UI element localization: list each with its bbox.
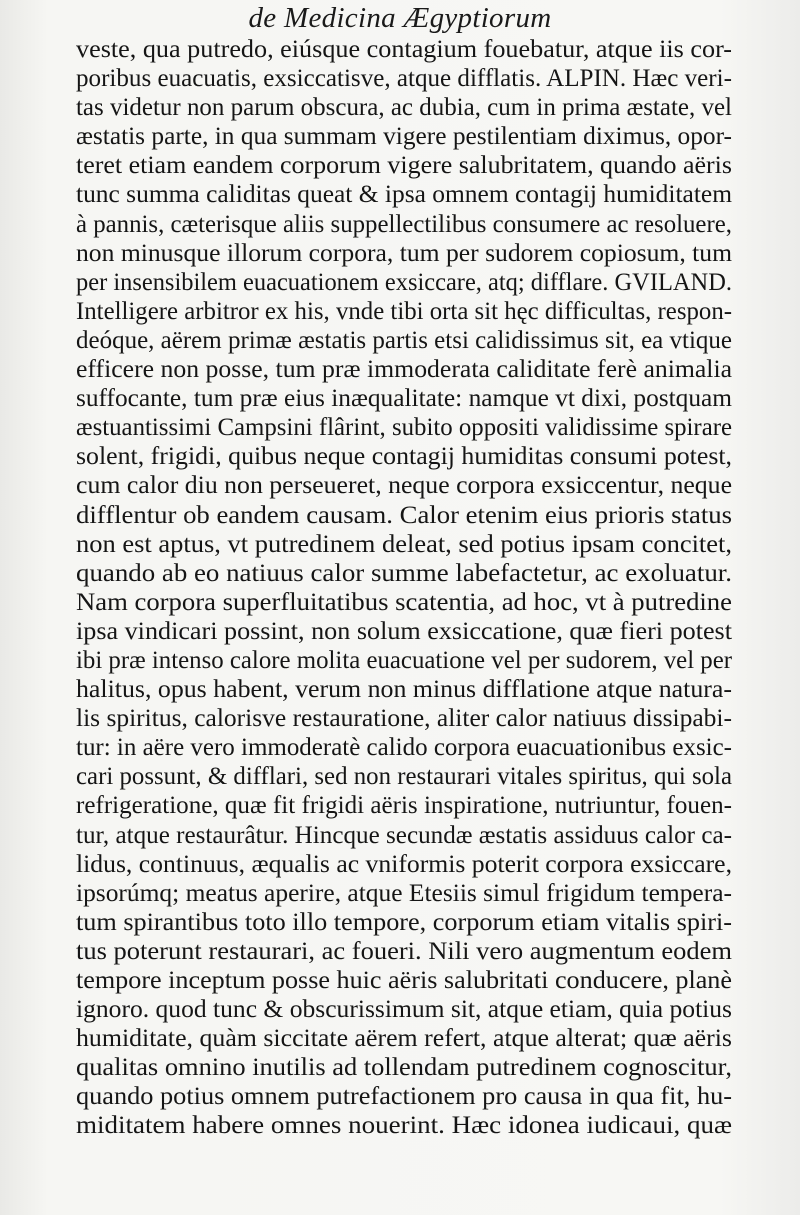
text-line: difflentur ob eandem causam. Calor etenim eius prioris status — [76, 499, 732, 529]
text-line: halitus, opus habent, verum non minus difflatione atque natura- — [76, 674, 732, 704]
text-line: poribus euacuatis, exsiccatisve, atque difflatis. ALPIN. Hæc veri- — [76, 63, 732, 93]
text-line: ipsorúmq; meatus aperire, atque Etesiis simul frigidum tempera- — [76, 877, 732, 907]
body-text — [76, 34, 732, 1140]
text-line: tunc summa caliditas queat & ipsa omnem contagij humiditatem — [76, 179, 733, 209]
text-line: per insensibilem euacuationem exsiccare, atq; difflare. GVILAND. — [76, 266, 732, 296]
text-line: non minusque illorum corpora, tum per sudorem copiosum, tum — [76, 237, 733, 267]
text-line: humiditate, quàm siccitate aërem refert, atque alterat; quæ aëris — [76, 1023, 732, 1053]
text-line: ignoro. quod tunc & obscurissimum sit, atque etiam, quia potius — [76, 994, 733, 1024]
text-line: æstatis parte, in qua summam vigere pestilentiam diximus, opor- — [76, 121, 732, 151]
text-line: efficere non posse, tum præ immoderata caliditate ferè animalia — [76, 354, 733, 384]
running-head: de Medicina Ægyptiorum — [248, 2, 552, 34]
text-line: tur: in aëre vero immoderatè calido corpora euacuationibus exsic- — [76, 732, 733, 762]
text-line: tas videtur non parum obscura, ac dubia, cum in prima æstate, vel — [76, 92, 732, 122]
text-line: veste, qua putredo, eiúsque contagium fouebatur, atque iis cor- — [76, 34, 732, 63]
text-line: Intelligere arbitror ex his, vnde tibi orta sit hęc difficultas, respon- — [76, 295, 733, 325]
text-line: suffocante, tum præ eius inæqualitate: namque vt dixi, postquam — [76, 383, 733, 413]
text-line: cum calor diu non perseueret, neque corpora exsiccentur, neque — [76, 470, 733, 500]
text-line: lis spiritus, calorisve restauratione, aliter calor natiuus dissipabi- — [76, 703, 732, 733]
text-line: æstuantissimi Campsini flârint, subito oppositi validissime spirare — [76, 412, 733, 442]
text-line: solent, frigidi, quibus neque contagij humiditas consumi potest, — [76, 441, 733, 471]
text-line: ipsa vindicari possint, non solum exsiccatione, quæ fieri potest — [76, 615, 732, 645]
text-line: qualitas omnino inutilis ad tollendam putredinem cognoscitur, — [76, 1052, 733, 1082]
text-line: à pannis, cæterisque aliis suppellectilibus consumere ac resoluere, — [76, 208, 732, 238]
text-line: tempore inceptum posse huic aëris salubritati conducere, planè — [76, 965, 732, 994]
text-line: non est aptus, vt putredinem deleat, sed potius ipsam concitet, — [76, 528, 733, 558]
text-line: tur, atque restaurâtur. Hincque secundæ æstatis assiduus calor ca- — [76, 819, 732, 849]
text-line: ibi præ intenso calore molita euacuatione vel per sudorem, vel per — [76, 644, 733, 674]
text-line: tum spirantibus toto illo tempore, corporum etiam vitalis spiri- — [76, 906, 732, 936]
text-line: deóque, aërem primæ æstatis partis etsi calidissimus sit, ea vtique — [76, 324, 733, 354]
text-line: quando potius omnem putrefactionem pro causa in qua fit, hu- — [76, 1081, 733, 1111]
text-line: cari possunt, & difflari, sed non restaurari vitales spiritus, qui sola — [76, 761, 733, 791]
text-line: refrigeratione, quæ fit frigidi aëris inspiratione, nutriuntur, fouen- — [76, 790, 732, 820]
text-line: lidus, continuus, æqualis ac vniformis poterit corpora exsiccare, — [76, 848, 732, 878]
text-line: tus poterunt restaurari, ac foueri. Nili vero augmentum eodem — [76, 935, 733, 965]
text-line: quando ab eo natiuus calor summe labefactetur, ac exoluatur. — [76, 557, 732, 587]
text-line: Nam corpora superfluitatibus scatentia, ad hoc, vt à putredine — [76, 586, 732, 616]
text-line: miditatem habere omnes nouerint. Hæc idonea iudicaui, quæ — [76, 1110, 733, 1140]
text-line: teret etiam eandem corporum vigere salubritatem, quando aëris — [76, 150, 732, 180]
